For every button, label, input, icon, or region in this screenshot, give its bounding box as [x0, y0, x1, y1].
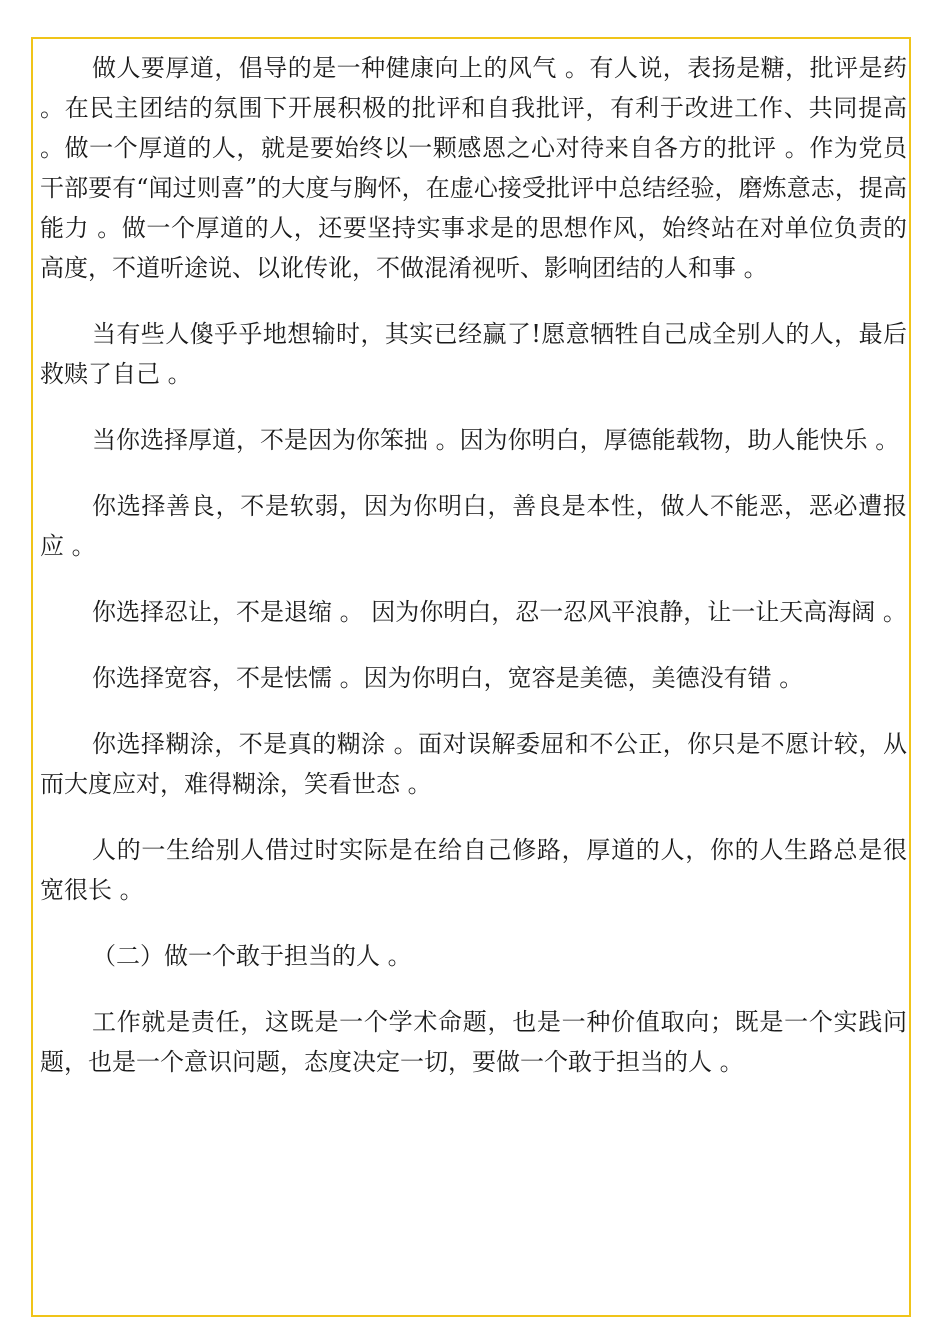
paragraph-5: 你选择忍让，不是退缩 。 因为你明白，忍一忍风平浪静，让一让天高海阔 。 — [92, 598, 907, 626]
paragraph-3: 当你选择厚道，不是因为你笨拙 。因为你明白，厚德能载物，助人能快乐 。 — [92, 426, 900, 454]
section-heading: （二）做一个敢于担当的人 。 — [92, 942, 412, 970]
paragraph-1: 做人要厚道，倡导的是一种健康向上的风气 。有人说，表扬是糖，批评是药 。在民主团结的氛围下开展积极的批评和自我批评，有利于改进工作、共同提高 。做一个厚道的人，就是要始终以一颗感恩之心对待来自各方的批评 。作为党员干部要有“闻过则喜”的大度与胸怀，在虚心接受批评中总结经验，磨炼意志，提高能力 。做一个厚道的人，还要坚持实事求是的思想作风，始终站在对单位负责的高度，不道听途说、以讹传讹，不做混淆视听、影响团结的人和事 。 — [40, 54, 907, 282]
paragraph-2: 当有些人傻乎乎地想输时，其实已经赢了!愿意牺牲自己成全别人的人，最后救赎了自己 。 — [40, 320, 907, 388]
paragraph-7: 你选择糊涂，不是真的糊涂 。面对误解委屈和不公正，你只是不愿计较，从而大度应对，难得糊涂，笑看世态 。 — [40, 730, 907, 798]
paragraph-9: 工作就是责任，这既是一个学术命题，也是一种价值取向；既是一个实践问题，也是一个意识问题，态度决定一切，要做一个敢于担当的人 。 — [40, 1008, 907, 1076]
paragraph-8: 人的一生给别人借过时实际是在给自己修路，厚道的人，你的人生路总是很宽很长 。 — [40, 836, 907, 904]
paragraph-6: 你选择宽容，不是怯懦 。因为你明白，宽容是美德，美德没有错 。 — [92, 664, 804, 692]
document-body — [40, 48, 907, 1108]
paragraph-4: 你选择善良，不是软弱，因为你明白，善良是本性，做人不能恶，恶必遭报应 。 — [40, 492, 907, 560]
